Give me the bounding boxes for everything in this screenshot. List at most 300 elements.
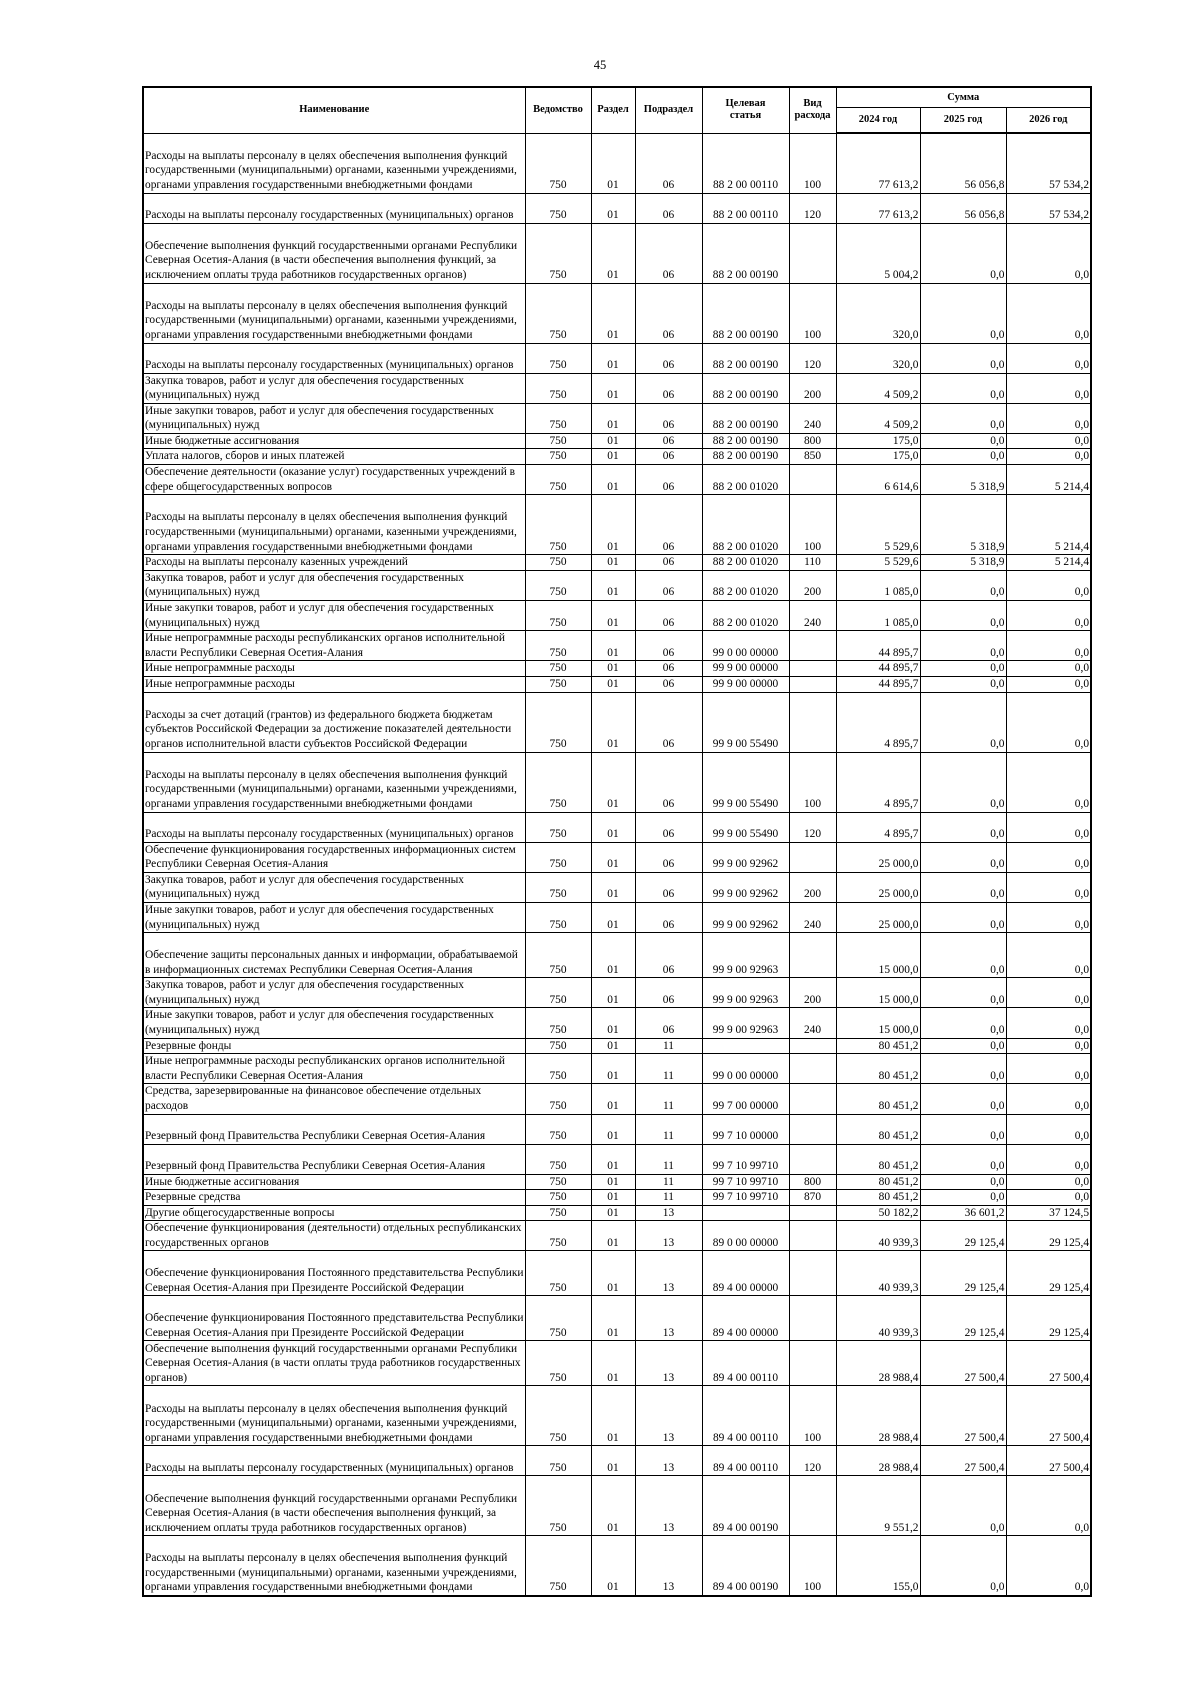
table-row	[143, 1251, 1091, 1296]
table-row	[143, 555, 1091, 571]
cell-sum-2026: 5 214,4	[1006, 465, 1091, 495]
cell-section: 01	[591, 1114, 635, 1144]
header-target-item	[702, 87, 789, 133]
cell-name: Обеспечение функционирования государственных информационных систем Республики Северная Осетия-Алания	[143, 842, 525, 872]
cell-department: 750	[525, 1476, 591, 1536]
cell-sum-2024: 4 895,7	[836, 692, 920, 752]
table-row	[143, 1476, 1091, 1536]
cell-section: 01	[591, 1144, 635, 1174]
cell-sum-2024: 15 000,0	[836, 978, 920, 1008]
cell-sum-2025: 29 125,4	[920, 1221, 1006, 1251]
cell-section: 01	[591, 1054, 635, 1084]
cell-sum-2024: 4 509,2	[836, 403, 920, 433]
cell-subsection: 06	[635, 223, 702, 283]
cell-target-item: 88 2 00 01020	[702, 570, 789, 600]
table-row	[143, 373, 1091, 403]
cell-target-item: 89 4 00 00190	[702, 1536, 789, 1596]
cell-sum-2025: 0,0	[920, 1476, 1006, 1536]
cell-name: Обеспечение выполнения функций государственными органами Республики Северная Осетия-Алания (в части обеспечения выполнения функций, за исключением оплаты труда работников государственных органов)	[143, 223, 525, 283]
cell-name: Обеспечение функционирования (деятельности) отдельных республиканских государственных органов	[143, 1221, 525, 1251]
cell-subsection: 06	[635, 677, 702, 693]
cell-sum-2024: 15 000,0	[836, 933, 920, 978]
cell-sum-2025: 0,0	[920, 692, 1006, 752]
cell-subsection: 06	[635, 193, 702, 223]
cell-target-item: 89 4 00 00000	[702, 1251, 789, 1296]
cell-sum-2026: 0,0	[1006, 1054, 1091, 1084]
cell-expense-type	[789, 631, 836, 661]
cell-department: 750	[525, 1054, 591, 1084]
table-row	[143, 433, 1091, 449]
cell-section: 01	[591, 933, 635, 978]
cell-sum-2026: 27 500,4	[1006, 1341, 1091, 1386]
table-row	[143, 1084, 1091, 1114]
cell-department: 750	[525, 631, 591, 661]
cell-sum-2026: 27 500,4	[1006, 1386, 1091, 1446]
cell-sum-2024: 15 000,0	[836, 1008, 920, 1038]
cell-sum-2024: 40 939,3	[836, 1296, 920, 1341]
cell-sum-2026: 0,0	[1006, 570, 1091, 600]
cell-section: 01	[591, 495, 635, 555]
cell-section: 01	[591, 1536, 635, 1596]
cell-name: Закупка товаров, работ и услуг для обеспечения государственных (муниципальных) нужд	[143, 373, 525, 403]
table-row	[143, 842, 1091, 872]
cell-department: 750	[525, 555, 591, 571]
cell-subsection: 11	[635, 1114, 702, 1144]
cell-sum-2025: 0,0	[920, 601, 1006, 631]
cell-target-item: 99 7 10 99710	[702, 1144, 789, 1174]
cell-department: 750	[525, 1296, 591, 1341]
cell-sum-2024: 77 613,2	[836, 133, 920, 193]
cell-sum-2026: 5 214,4	[1006, 495, 1091, 555]
cell-department: 750	[525, 570, 591, 600]
cell-sum-2024: 28 988,4	[836, 1341, 920, 1386]
cell-expense-type: 870	[789, 1190, 836, 1206]
cell-sum-2026: 0,0	[1006, 373, 1091, 403]
cell-sum-2024: 1 085,0	[836, 601, 920, 631]
cell-subsection: 13	[635, 1341, 702, 1386]
cell-expense-type	[789, 223, 836, 283]
cell-name: Расходы на выплаты персоналу казенных учреждений	[143, 555, 525, 571]
cell-expense-type	[789, 1221, 836, 1251]
cell-sum-2024: 40 939,3	[836, 1251, 920, 1296]
cell-subsection: 06	[635, 692, 702, 752]
cell-section: 01	[591, 677, 635, 693]
cell-department: 750	[525, 495, 591, 555]
cell-sum-2024: 175,0	[836, 433, 920, 449]
cell-name: Обеспечение выполнения функций государственными органами Республики Северная Осетия-Алания (в части обеспечения выполнения функций, за исключением оплаты труда работников государственных органов)	[143, 1476, 525, 1536]
cell-department: 750	[525, 872, 591, 902]
cell-expense-type	[789, 1476, 836, 1536]
cell-sum-2026: 57 534,2	[1006, 133, 1091, 193]
cell-subsection: 06	[635, 343, 702, 373]
cell-department: 750	[525, 902, 591, 932]
cell-sum-2026: 0,0	[1006, 601, 1091, 631]
cell-subsection: 06	[635, 752, 702, 812]
cell-name: Расходы на выплаты персоналу в целях обеспечения выполнения функций государственными (муниципальными) органами, казенными учреждениями, органами управления государственными внебюджетными фондами	[143, 1386, 525, 1446]
cell-subsection: 11	[635, 1174, 702, 1190]
cell-expense-type	[789, 465, 836, 495]
cell-name: Иные закупки товаров, работ и услуг для обеспечения государственных (муниципальных) нужд	[143, 1008, 525, 1038]
cell-sum-2024: 6 614,6	[836, 465, 920, 495]
cell-sum-2024: 77 613,2	[836, 193, 920, 223]
cell-section: 01	[591, 812, 635, 842]
header-year-2025: 2025 год	[920, 108, 1006, 134]
cell-section: 01	[591, 1174, 635, 1190]
cell-department: 750	[525, 1221, 591, 1251]
cell-sum-2025: 0,0	[920, 661, 1006, 677]
cell-sum-2025: 0,0	[920, 902, 1006, 932]
cell-name: Расходы на выплаты персоналу государственных (муниципальных) органов	[143, 193, 525, 223]
cell-expense-type: 100	[789, 283, 836, 343]
cell-expense-type: 240	[789, 902, 836, 932]
cell-sum-2025: 0,0	[920, 872, 1006, 902]
cell-section: 01	[591, 631, 635, 661]
cell-sum-2025: 0,0	[920, 343, 1006, 373]
table-row	[143, 193, 1091, 223]
cell-sum-2026: 0,0	[1006, 812, 1091, 842]
cell-section: 01	[591, 978, 635, 1008]
table-row	[143, 631, 1091, 661]
cell-section: 01	[591, 1084, 635, 1114]
cell-sum-2025: 0,0	[920, 631, 1006, 661]
cell-subsection: 06	[635, 433, 702, 449]
cell-sum-2025: 0,0	[920, 933, 1006, 978]
cell-sum-2025: 0,0	[920, 812, 1006, 842]
cell-target-item: 89 4 00 00190	[702, 1476, 789, 1536]
cell-target-item: 99 7 10 99710	[702, 1174, 789, 1190]
cell-sum-2026: 0,0	[1006, 933, 1091, 978]
cell-subsection: 11	[635, 1144, 702, 1174]
cell-sum-2025: 5 318,9	[920, 495, 1006, 555]
cell-target-item: 99 0 00 00000	[702, 1054, 789, 1084]
table-row	[143, 692, 1091, 752]
cell-section: 01	[591, 1008, 635, 1038]
cell-sum-2025: 0,0	[920, 373, 1006, 403]
table-row	[143, 1296, 1091, 1341]
cell-sum-2024: 175,0	[836, 449, 920, 465]
cell-sum-2024: 4 895,7	[836, 812, 920, 842]
cell-sum-2025: 0,0	[920, 752, 1006, 812]
cell-sum-2025: 0,0	[920, 978, 1006, 1008]
cell-expense-type	[789, 1114, 836, 1144]
cell-name: Иные непрограммные расходы	[143, 661, 525, 677]
cell-subsection: 06	[635, 601, 702, 631]
cell-expense-type: 240	[789, 403, 836, 433]
cell-sum-2026: 0,0	[1006, 1084, 1091, 1114]
cell-sum-2025: 29 125,4	[920, 1296, 1006, 1341]
cell-name: Обеспечение функционирования Постоянного представительства Республики Северная Осетия-Алания при Президенте Российской Федерации	[143, 1296, 525, 1341]
cell-target-item	[702, 1038, 789, 1054]
cell-target-item: 99 9 00 00000	[702, 677, 789, 693]
cell-name: Расходы на выплаты персоналу в целях обеспечения выполнения функций государственными (муниципальными) органами, казенными учреждениями, органами управления государственными внебюджетными фондами	[143, 283, 525, 343]
cell-name: Другие общегосударственные вопросы	[143, 1205, 525, 1221]
cell-target-item: 99 7 10 00000	[702, 1114, 789, 1144]
cell-sum-2026: 0,0	[1006, 661, 1091, 677]
cell-subsection: 13	[635, 1205, 702, 1221]
cell-sum-2025: 0,0	[920, 677, 1006, 693]
cell-section: 01	[591, 433, 635, 449]
cell-name: Резервный фонд Правительства Республики Северная Осетия-Алания	[143, 1114, 525, 1144]
cell-department: 750	[525, 433, 591, 449]
cell-target-item: 99 9 00 55490	[702, 692, 789, 752]
cell-section: 01	[591, 1038, 635, 1054]
cell-expense-type: 200	[789, 872, 836, 902]
cell-department: 750	[525, 601, 591, 631]
cell-subsection: 06	[635, 283, 702, 343]
cell-sum-2024: 28 988,4	[836, 1446, 920, 1476]
cell-section: 01	[591, 872, 635, 902]
cell-name: Иные непрограммные расходы	[143, 677, 525, 693]
cell-sum-2024: 5 529,6	[836, 555, 920, 571]
cell-sum-2024: 25 000,0	[836, 902, 920, 932]
cell-target-item: 89 4 00 00000	[702, 1296, 789, 1341]
cell-target-item: 99 7 00 00000	[702, 1084, 789, 1114]
cell-target-item: 89 4 00 00110	[702, 1341, 789, 1386]
cell-expense-type	[789, 1205, 836, 1221]
cell-sum-2025: 27 500,4	[920, 1386, 1006, 1446]
cell-sum-2025: 0,0	[920, 1008, 1006, 1038]
cell-sum-2026: 0,0	[1006, 223, 1091, 283]
table-row	[143, 283, 1091, 343]
cell-sum-2024: 5 004,2	[836, 223, 920, 283]
table-row	[143, 1221, 1091, 1251]
cell-department: 750	[525, 933, 591, 978]
cell-target-item: 88 2 00 00190	[702, 343, 789, 373]
cell-sum-2026: 0,0	[1006, 1144, 1091, 1174]
cell-department: 750	[525, 1205, 591, 1221]
table-row	[143, 812, 1091, 842]
cell-subsection: 06	[635, 465, 702, 495]
cell-sum-2025: 0,0	[920, 1174, 1006, 1190]
cell-expense-type: 120	[789, 1446, 836, 1476]
table-row	[143, 933, 1091, 978]
cell-sum-2025: 5 318,9	[920, 465, 1006, 495]
cell-sum-2024: 80 451,2	[836, 1144, 920, 1174]
table-row	[143, 1341, 1091, 1386]
cell-section: 01	[591, 1296, 635, 1341]
cell-subsection: 06	[635, 449, 702, 465]
cell-section: 01	[591, 570, 635, 600]
table-row	[143, 677, 1091, 693]
cell-expense-type: 110	[789, 555, 836, 571]
table-row	[143, 1190, 1091, 1206]
cell-department: 750	[525, 465, 591, 495]
cell-sum-2025: 0,0	[920, 283, 1006, 343]
cell-sum-2026: 0,0	[1006, 449, 1091, 465]
cell-department: 750	[525, 661, 591, 677]
cell-expense-type: 120	[789, 343, 836, 373]
table-row	[143, 465, 1091, 495]
cell-department: 750	[525, 1174, 591, 1190]
cell-target-item: 99 9 00 92962	[702, 902, 789, 932]
cell-sum-2025: 0,0	[920, 1536, 1006, 1596]
cell-name: Иные закупки товаров, работ и услуг для обеспечения государственных (муниципальных) нужд	[143, 601, 525, 631]
cell-expense-type	[789, 1251, 836, 1296]
cell-expense-type: 240	[789, 601, 836, 631]
cell-department: 750	[525, 1446, 591, 1476]
cell-section: 01	[591, 133, 635, 193]
header-subsection: Подраздел	[635, 87, 702, 133]
cell-section: 01	[591, 692, 635, 752]
cell-sum-2024: 320,0	[836, 283, 920, 343]
cell-name: Закупка товаров, работ и услуг для обеспечения государственных (муниципальных) нужд	[143, 872, 525, 902]
cell-department: 750	[525, 373, 591, 403]
cell-department: 750	[525, 677, 591, 693]
cell-subsection: 06	[635, 978, 702, 1008]
cell-department: 750	[525, 978, 591, 1008]
cell-subsection: 11	[635, 1084, 702, 1114]
header-year-2026: 2026 год	[1006, 108, 1091, 134]
cell-sum-2025: 29 125,4	[920, 1251, 1006, 1296]
cell-sum-2026: 0,0	[1006, 677, 1091, 693]
table-header	[143, 87, 1091, 133]
table-row	[143, 601, 1091, 631]
cell-sum-2026: 0,0	[1006, 902, 1091, 932]
cell-section: 01	[591, 1341, 635, 1386]
cell-sum-2024: 44 895,7	[836, 661, 920, 677]
cell-department: 750	[525, 133, 591, 193]
cell-section: 01	[591, 223, 635, 283]
cell-subsection: 06	[635, 631, 702, 661]
cell-target-item: 88 2 00 00190	[702, 433, 789, 449]
cell-department: 750	[525, 1038, 591, 1054]
table-row	[143, 1008, 1091, 1038]
cell-subsection: 06	[635, 661, 702, 677]
header-expense-type: Вид расхода	[789, 87, 836, 133]
cell-name: Резервные фонды	[143, 1038, 525, 1054]
cell-sum-2026: 0,0	[1006, 631, 1091, 661]
cell-subsection: 06	[635, 373, 702, 403]
cell-sum-2026: 0,0	[1006, 692, 1091, 752]
cell-sum-2026: 0,0	[1006, 842, 1091, 872]
table-row	[143, 1038, 1091, 1054]
cell-department: 750	[525, 842, 591, 872]
table-row	[143, 978, 1091, 1008]
cell-section: 01	[591, 1446, 635, 1476]
cell-sum-2026: 37 124,5	[1006, 1205, 1091, 1221]
cell-sum-2024: 44 895,7	[836, 631, 920, 661]
table-row	[143, 1144, 1091, 1174]
budget-table	[142, 86, 1092, 1597]
cell-sum-2025: 27 500,4	[920, 1446, 1006, 1476]
cell-subsection: 13	[635, 1251, 702, 1296]
cell-department: 750	[525, 1008, 591, 1038]
cell-subsection: 11	[635, 1038, 702, 1054]
cell-sum-2024: 44 895,7	[836, 677, 920, 693]
cell-target-item: 88 2 00 00190	[702, 373, 789, 403]
cell-name: Иные закупки товаров, работ и услуг для обеспечения государственных (муниципальных) нужд	[143, 403, 525, 433]
cell-name: Иные бюджетные ассигнования	[143, 1174, 525, 1190]
cell-sum-2024: 9 551,2	[836, 1476, 920, 1536]
cell-department: 750	[525, 223, 591, 283]
cell-name: Обеспечение деятельности (оказание услуг) государственных учреждений в сфере общегосударственных вопросов	[143, 465, 525, 495]
table-row	[143, 872, 1091, 902]
cell-subsection: 13	[635, 1386, 702, 1446]
cell-sum-2024: 40 939,3	[836, 1221, 920, 1251]
cell-target-item: 99 9 00 92963	[702, 1008, 789, 1038]
table-row	[143, 1386, 1091, 1446]
cell-sum-2025: 0,0	[920, 223, 1006, 283]
cell-name: Обеспечение функционирования Постоянного представительства Республики Северная Осетия-Алания при Президенте Российской Федерации	[143, 1251, 525, 1296]
cell-name: Расходы на выплаты персоналу в целях обеспечения выполнения функций государственными (муниципальными) органами, казенными учреждениями, органами управления государственными внебюджетными фондами	[143, 495, 525, 555]
table-row	[143, 1054, 1091, 1084]
cell-expense-type	[789, 1054, 836, 1084]
table-row	[143, 223, 1091, 283]
cell-expense-type: 800	[789, 1174, 836, 1190]
cell-department: 750	[525, 1536, 591, 1596]
cell-sum-2025: 56 056,8	[920, 133, 1006, 193]
table-row	[143, 449, 1091, 465]
table-row	[143, 343, 1091, 373]
cell-sum-2025: 0,0	[920, 403, 1006, 433]
cell-sum-2026: 0,0	[1006, 433, 1091, 449]
cell-name: Иные непрограммные расходы республиканских органов исполнительной власти Республики Северная Осетия-Алания	[143, 631, 525, 661]
cell-expense-type: 200	[789, 373, 836, 403]
cell-sum-2026: 0,0	[1006, 1038, 1091, 1054]
cell-name: Иные непрограммные расходы республиканских органов исполнительной власти Республики Северная Осетия-Алания	[143, 1054, 525, 1084]
cell-sum-2026: 0,0	[1006, 752, 1091, 812]
cell-expense-type: 100	[789, 133, 836, 193]
cell-expense-type	[789, 1084, 836, 1114]
cell-name: Расходы на выплаты персоналу государственных (муниципальных) органов	[143, 812, 525, 842]
cell-expense-type: 240	[789, 1008, 836, 1038]
cell-sum-2024: 4 509,2	[836, 373, 920, 403]
cell-section: 01	[591, 1221, 635, 1251]
cell-sum-2024: 25 000,0	[836, 872, 920, 902]
cell-sum-2025: 5 318,9	[920, 555, 1006, 571]
cell-target-item: 88 2 00 00190	[702, 223, 789, 283]
cell-name: Обеспечение защиты персональных данных и информации, обрабатываемой в информационных системах Республики Северная Осетия-Алания	[143, 933, 525, 978]
cell-expense-type: 120	[789, 812, 836, 842]
cell-sum-2025: 0,0	[920, 570, 1006, 600]
cell-department: 750	[525, 193, 591, 223]
cell-sum-2026: 0,0	[1006, 872, 1091, 902]
header-target-item-label: Целевая статья	[725, 98, 766, 122]
cell-sum-2026: 0,0	[1006, 1536, 1091, 1596]
cell-name: Закупка товаров, работ и услуг для обеспечения государственных (муниципальных) нужд	[143, 978, 525, 1008]
cell-sum-2025: 27 500,4	[920, 1341, 1006, 1386]
cell-subsection: 11	[635, 1190, 702, 1206]
cell-subsection: 13	[635, 1536, 702, 1596]
cell-sum-2026: 0,0	[1006, 978, 1091, 1008]
cell-section: 01	[591, 373, 635, 403]
cell-name: Резервные средства	[143, 1190, 525, 1206]
cell-department: 750	[525, 1341, 591, 1386]
table-row	[143, 1174, 1091, 1190]
cell-section: 01	[591, 842, 635, 872]
table-body	[143, 133, 1091, 1596]
cell-sum-2026: 0,0	[1006, 343, 1091, 373]
cell-target-item: 99 9 00 92963	[702, 933, 789, 978]
cell-expense-type	[789, 933, 836, 978]
cell-sum-2026: 0,0	[1006, 283, 1091, 343]
table-row	[143, 570, 1091, 600]
cell-sum-2024: 80 451,2	[836, 1114, 920, 1144]
header-sum: Сумма	[836, 87, 1091, 108]
cell-target-item: 89 0 00 00000	[702, 1221, 789, 1251]
table-row	[143, 133, 1091, 193]
table-row	[143, 403, 1091, 433]
cell-sum-2026: 0,0	[1006, 1114, 1091, 1144]
cell-sum-2024: 4 895,7	[836, 752, 920, 812]
cell-subsection: 06	[635, 812, 702, 842]
cell-sum-2024: 5 529,6	[836, 495, 920, 555]
cell-sum-2024: 80 451,2	[836, 1084, 920, 1114]
cell-subsection: 06	[635, 842, 702, 872]
cell-section: 01	[591, 449, 635, 465]
cell-section: 01	[591, 555, 635, 571]
cell-target-item: 89 4 00 00110	[702, 1446, 789, 1476]
